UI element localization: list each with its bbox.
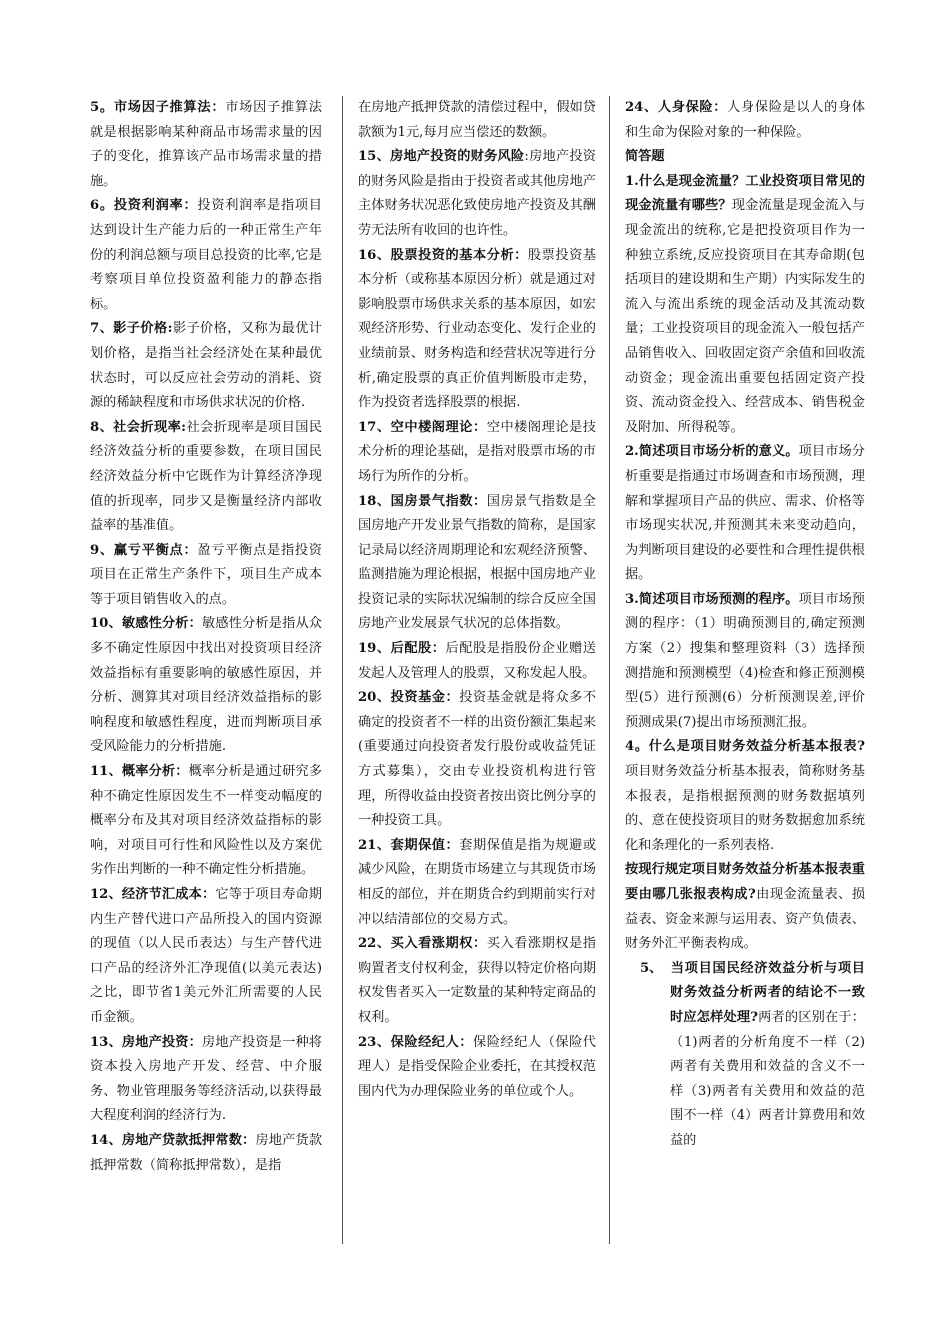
term-text: 后配股是指股份企业赠送发起人及管理人的股票，又称发起人股。 [358,641,596,681]
answer-text: 两者的区别在于：（1)两者的分析角度不一样（2)两者有关费用和效益的含义不一样（3)两者有关费用和效益的范围不一样（4）两者计算费用和效益的 [670,1009,865,1148]
paragraph-item-24 [625,96,865,145]
paragraph-item-15 [358,145,596,243]
term-heading: 13、房地产投资： [90,1034,202,1050]
term-text: 套期保值是指为规避或减少风险，在期货市场建立与其现货市场相反的部位，并在期货合约到期前实行对冲以结清部位的交易方式。 [358,837,597,927]
paragraph-item-13 [90,1031,322,1129]
term-text: 房地产货款抵押常数（简称抵押常数），是指 [90,1132,323,1173]
paragraph-item-11 [90,760,322,883]
term-text: 社会折现率是项目国民经济效益分析的重要参数，在项目国民经济效益分析中它既作为计算经济净现值的折现率，同步又是衡量经济内部收益率的基准值。 [90,419,323,534]
answer-text: 项目市场分析重要是指通过市场调查和市场预测，理解和掌握项目产品的供应、需求、价格等市场现实状况,并预测其未来变动趋向，为判断项目建设的必要性和合理性提供根据。 [625,444,865,583]
term-heading: 17、空中楼阁理论： [358,419,487,435]
section-heading-short-answer [625,145,865,170]
term-text: 国房景气指数是全国房地产开发业景气指数的简称，是国家记录局以经济周期理论和宏观经济预警、监测措施为理论根据，根据中国房地产业投资记录的实际状况编制的综合反应全国房地产业发展景气状况的总体指数。 [358,493,596,632]
term-text: 投资利润率是指项目达到设计生产能力后的一种正常生产年份的利润总额与项目总投资的比率,它是考察项目单位投资盈利能力的静态指标。 [90,198,322,312]
answer-text: 由现金流量表、损益表、资金来源与运用表、资产负债表、财务外汇平衡表构成。 [625,887,866,952]
paragraph-item-9 [90,539,322,613]
term-heading: 14、房地产贷款抵押常数： [90,1132,256,1148]
term-text: 空中楼阁理论是技术分析的理论基础，是指对股票市场的市场行为所作的分析。 [358,419,596,484]
paragraph-item-21 [358,834,596,932]
question-heading: 3.简述项目市场预测的程序。 [625,591,799,607]
question-heading: 1.什么是现金流量？工业投资项目常见的现金流量有哪些？ [625,173,865,214]
paragraph-item-14 [90,1129,322,1178]
term-text: 影子价格，又称为最优计划价格，是指当社会经济处在某种最优状态时，可以反应社会劳动的消耗、资源的稀缺程度和市场供求状况的价格. [90,321,322,411]
term-heading: 16、股票投资的基本分析： [358,247,528,263]
question-number: 5、 [640,960,663,976]
paragraph-item-17 [358,416,596,490]
term-text: 房地产投资是一种将资本投入房地产开发、经营、中介服务、物业管理服务等经济活动,以获得最大程度利润的经济行为. [90,1034,322,1124]
term-text: 人身保险是以人的身体和生命为保险对象的一种保险。 [625,100,866,140]
paragraph-item-6 [90,194,322,317]
term-text: 敏感性分析是指从众多不确定性原因中找出对投资项目经济效益指标有重要影响的敏感性原因，并分析、测算其对项目经济效益指标的影响程度和敏感性程度，进而判断项目承受风险能力的分析措施. [90,616,322,755]
column-divider-left [342,96,343,1244]
term-heading: 21、套期保值： [358,837,460,853]
term-heading: 5。市场因子推算法： [90,100,226,115]
question-heading: 4。什么是项目财务效益分析基本报表? [625,739,865,755]
paragraph-item-12 [90,883,322,1031]
paragraph-item-8 [90,416,322,539]
paragraph-item-5 [90,96,322,194]
term-text: 概率分析是通过研究多种不确定性原因发生不一样变动幅度的概率分布及其对项目经济效益指标的影响，对项目可行性和风险性以及方案优劣作出判断的一种不确定性分析措施。 [90,764,323,878]
paragraph-item-19 [358,637,596,686]
question-heading: 当项目国民经济效益分析与项目财务效益分析两者的结论不一致时应怎样处理? [670,960,865,1025]
term-text: 它等于项目寿命期内生产替代进口产品所投入的国内资源的现值（以人民币表达）与生产替代进口产品的经济外汇净现值(以美元表达)之比，即节省1美元外汇所需要的人民币金额。 [90,887,322,1025]
paragraph-item-16 [358,244,596,416]
term-text: 盈亏平衡点是指投资项目在正常生产条件下，项目生产成本等于项目销售收入的点。 [90,542,322,607]
term-heading: 22、买入看涨期权： [358,936,487,952]
term-heading: 24、人身保险： [625,100,728,115]
term-heading: 12、经济节汇成本： [90,887,216,902]
answer-text: 项目财务效益分析基本报表，简称财务基本报表，是指根据预测的财务数据填列的、意在使投资项目的财务数据愈加系统化和条理化的一系列表格. [625,764,865,853]
term-heading: 23、保险经纪人： [358,1034,473,1050]
paragraph-item-14-cont [358,96,596,145]
term-text: 在房地产抵押贷款的清偿过程中，假如贷款额为1元,每月应当偿还的数额。 [358,100,596,140]
paragraph-item-20 [358,686,596,834]
paragraph-item-18 [358,490,596,638]
term-text: :房地产投资的财务风险是指由于投资者或其他房地产主体财务状况恶化致使房地产投资及其酬劳无法所有收回的也许性。 [358,149,596,238]
term-heading: 8、社会折现率: [90,419,187,435]
column-left [90,96,322,1178]
term-heading: 18、国房景气指数： [358,493,487,509]
paragraph-item-22 [358,932,596,1030]
term-heading: 6。投资利润率： [90,198,198,214]
question-1 [625,170,865,441]
term-heading: 19、后配股： [358,641,446,657]
paragraph-item-23 [358,1031,596,1105]
term-heading: 7、影子价格: [90,321,173,337]
question-3 [625,588,865,736]
term-heading: 20、投资基金： [358,690,460,706]
paragraph-item-7 [90,317,322,415]
column-right [625,96,865,1154]
term-heading: 15、房地产投资的财务风险 [358,149,525,165]
question-heading: 按现行规定项目财务效益分析基本报表重要由哪几张报表构成? [625,862,865,902]
term-text: 买入看涨期权是指购置者支付权利金，获得以特定价格向期权发售者买入一定数量的某种特定商品的权利。 [358,936,596,1025]
column-middle [358,96,596,1104]
question-heading: 2.简述项目市场分析的意义。 [625,444,799,460]
question-5 [625,957,865,1154]
answer-text: 项目市场预测的程序：（1）明确预测目的,确定预测方案（2）搜集和整理资料（3）选择预测措施和预测模型（4)检查和修正预测模型(5）进行预测(6）分析预测误差,评价预测成果(7)提出市场预测汇报。 [625,591,865,730]
term-heading: 11、概率分析： [90,764,189,780]
term-heading: 10、敏感性分析： [90,616,202,632]
term-text: 保险经纪人（保险代理人）是指受保险企业委托，在其授权范围内代为办理保险业务的单位或个人。 [358,1034,596,1099]
column-divider-right [609,96,610,1244]
paragraph-item-10 [90,612,322,760]
term-text: 投资基金就是将众多不确定的投资者不一样的出资份额汇集起来(重要通过向投资者发行股份或收益凭证方式募集），交由专业投资机构进行管理，所得收益由投资者按出资比例分享的一种投资工具。 [358,690,597,829]
question-4b [625,858,865,956]
question-2 [625,440,865,588]
term-text: 股票投资基本分析（或称基本原因分析）就是通过对影响股票市场供求关系的基本原因，如宏观经济形势、行业动态变化、发行企业的业绩前景、财务构造和经营状况等进行分析,确定股票的真正价值判断股市走势，作为投资者选择股票的根据. [358,247,597,411]
section-title: 简答题 [625,149,665,165]
term-heading: 9、赢亏平衡点： [90,542,198,558]
term-text: 市场因子推算法就是根据影响某种商品市场需求量的因子的变化，推算该产品市场需求量的措施。 [90,100,322,189]
question-4 [625,735,865,858]
answer-text: 现金流量是现金流入与现金流出的统称,它是把投资项目作为一种独立系统,反应投资项目在其寿命期(包括项目的建设期和生产期）内实际发生的流入与流出系统的现金活动及其流动数量；工业投资项目的现金流入一般包括产品销售收入、回收固定资产余值和回收流动资金；现金流出重要包括固定资产投资、流动资金投入、经营成本、销售税金及附加、所得税等。 [625,198,866,435]
